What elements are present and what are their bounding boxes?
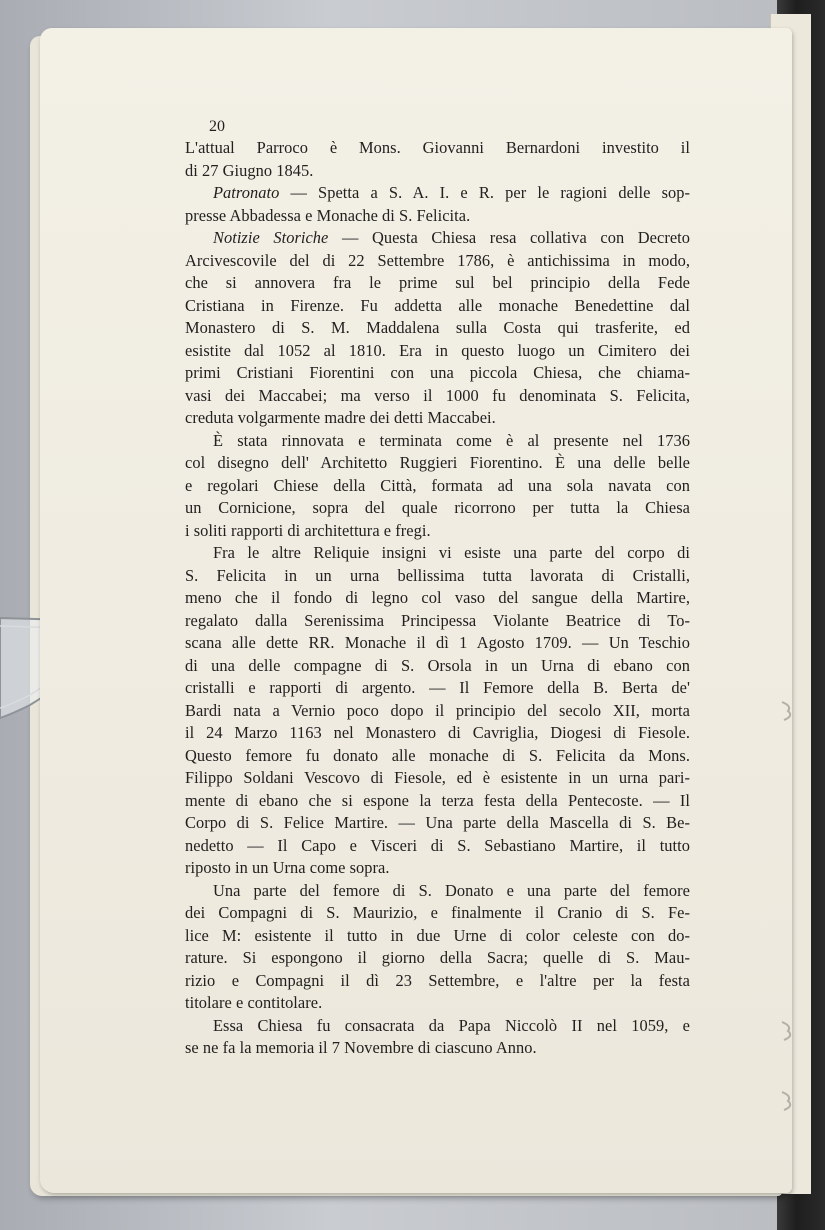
text-line: Questo femore fu donato alle monache di S. Felicita da Mons. — [185, 745, 690, 765]
text-line: Arcivescovile del di 22 Settembre 1786, è antichissima in modo, — [185, 250, 690, 270]
text-line: esistite dal 1052 al 1810. Era in questo luogo un Cimitero dei — [185, 340, 690, 360]
page-tear-mark — [778, 1090, 796, 1112]
text-line: creduta volgarmente madre dei detti Maccabei. — [185, 408, 496, 427]
page-tear-mark — [778, 700, 796, 722]
text-line: di una delle compagne di S. Orsola in un Urna di ebano con — [185, 655, 690, 675]
line-text: — Spetta a S. A. I. e R. per le ragioni delle sop- — [279, 183, 690, 202]
text-line: È stata rinnovata e terminata come è al presente nel 1736 — [213, 430, 690, 450]
text-line: cristalli e rapporti di argento. — Il Femore della B. Berta de' — [185, 678, 690, 697]
text-line: Filippo Soldani Vescovo di Fiesole, ed è esistente in un urna pari- — [185, 768, 690, 787]
text-line: meno che il fondo di legno col vaso del sangue della Martire, — [185, 588, 690, 607]
text-line: il 24 Marzo 1163 nel Monastero di Cavriglia, Diogesi di Fiesole. — [185, 723, 690, 742]
text-line: lice M: esistente il tutto in due Urne di color celeste con do- — [185, 925, 690, 945]
text-line: che si annovera fra le prime sul bel principio della Fede — [185, 273, 690, 292]
text-line: Essa Chiesa fu consacrata da Papa Niccolò II nel 1059, e — [213, 1015, 690, 1035]
text-line — [185, 182, 690, 205]
text-line: primi Cristiani Fiorentini con una piccola Chiesa, che chiama- — [185, 363, 690, 382]
page-tear-mark — [778, 1020, 796, 1042]
text-line: Cristiana in Firenze. Fu addetta alle monache Benedettine dal — [185, 295, 690, 315]
text-line: Fra le altre Reliquie insigni vi esiste una parte del corpo di — [213, 543, 690, 562]
text-line: e regolari Chiese della Città, formata ad una sola navata con — [185, 475, 690, 495]
text-line: di 27 Giugno 1845. — [185, 160, 314, 180]
text-line: vasi dei Maccabei; ma verso il 1000 fu denominata S. Felicita, — [185, 385, 690, 405]
text-line: un Cornicione, sopra del quale ricorrono per tutta la Chiesa — [185, 498, 690, 517]
text-line: Una parte del femore di S. Donato e una parte del femore — [213, 880, 690, 900]
text-line: scana alle dette RR. Monache il dì 1 Agosto 1709. — Un Teschio — [185, 633, 690, 652]
text-line: col disegno dell' Architetto Ruggieri Fiorentino. È una delle belle — [185, 453, 690, 472]
page-number: 20 — [209, 118, 226, 135]
text-line: Corpo di S. Felice Martire. — Una parte della Mascella di S. Be- — [185, 813, 690, 832]
text-line: nedetto — Il Capo e Visceri di S. Sebastiano Martire, il tutto — [185, 835, 690, 855]
text-line: titolare e contitolare. — [185, 993, 323, 1012]
text-line: mente di ebano che si espone la terza festa della Pentecoste. — Il — [185, 790, 690, 810]
text-line: rature. Si espongono il giorno della Sacra; quelle di S. Mau- — [185, 948, 690, 967]
text-line: i soliti rapporti di architettura e fregi. — [185, 520, 431, 540]
text-line: regalato dalla Serenissima Principessa Violante Beatrice di To- — [185, 610, 690, 630]
text-line: presse Abbadessa e Monache di S. Felicita. — [185, 205, 471, 225]
text-line: dei Compagni di S. Maurizio, e finalmente il Cranio di S. Fe- — [185, 903, 690, 922]
text-line: S. Felicita in un urna bellissima tutta lavorata di Cristalli, — [185, 565, 690, 585]
line-text: — Questa Chiesa resa collativa con Decreto — [328, 228, 691, 247]
text-line: Monastero di S. M. Maddalena sulla Costa qui trasferite, ed — [185, 318, 690, 337]
text-line: Bardi nata a Vernio poco dopo il principio del secolo XII, morta — [185, 700, 690, 720]
text-line: riposto in un Urna come sopra. — [185, 858, 390, 877]
page-text — [185, 118, 690, 1060]
text-line — [185, 227, 690, 250]
section-label: Patronato — [213, 183, 280, 202]
text-line: se ne fa la memoria il 7 Novembre di ciascuno Anno. — [185, 1038, 537, 1057]
text-line: rizio e Compagni il dì 23 Settembre, e l'altre per la festa — [185, 970, 690, 990]
text-line: L'attual Parroco è Mons. Giovanni Bernardoni investito il — [185, 138, 690, 157]
section-label: Notizie Storiche — [213, 228, 329, 247]
